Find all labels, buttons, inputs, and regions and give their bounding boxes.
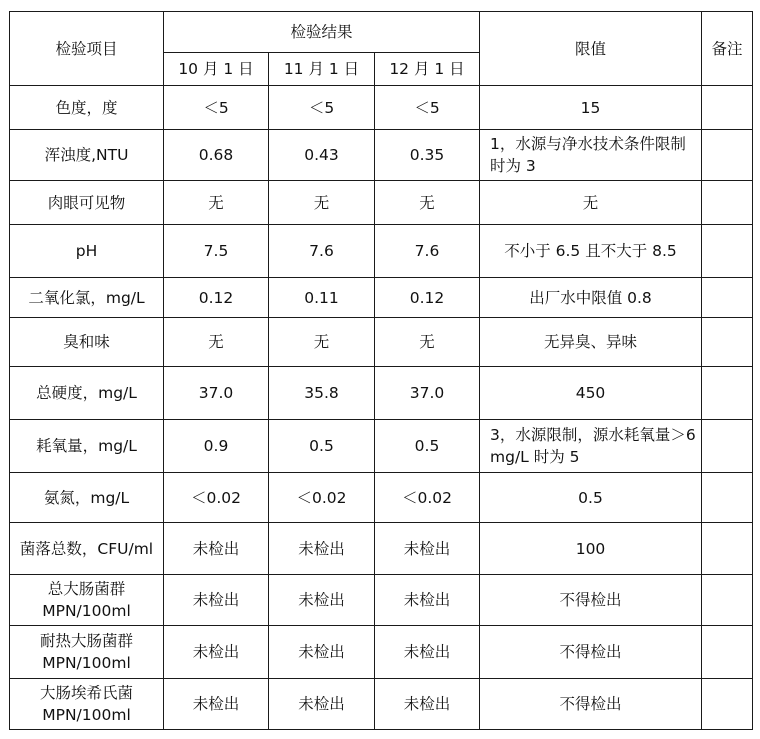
row-value-oct: ＜0.02 xyxy=(164,473,269,523)
row-limit: 不得检出 xyxy=(480,679,702,730)
row-value-dec: 0.35 xyxy=(375,130,480,181)
row-value-dec: ＜5 xyxy=(375,86,480,130)
table-row xyxy=(10,225,753,278)
row-limit: 无 xyxy=(480,181,702,225)
row-value-nov: 7.6 xyxy=(269,225,375,278)
header-remark: 备注 xyxy=(702,12,753,86)
row-item: 臭和味 xyxy=(10,318,164,367)
row-remark xyxy=(702,225,753,278)
row-value-dec: 未检出 xyxy=(375,626,480,679)
row-value-oct: 37.0 xyxy=(164,367,269,420)
row-limit: 不小于 6.5 且不大于 8.5 xyxy=(480,225,702,278)
row-remark xyxy=(702,420,753,473)
row-limit: 出厂水中限值 0.8 xyxy=(480,278,702,318)
row-value-dec: 7.6 xyxy=(375,225,480,278)
row-value-nov: 无 xyxy=(269,181,375,225)
row-limit: 3，水源限制，源水耗氧量＞6 mg/L 时为 5 xyxy=(480,420,702,473)
row-limit: 1，水源与净水技术条件限制时为 3 xyxy=(480,130,702,181)
row-value-nov: 35.8 xyxy=(269,367,375,420)
header-limit: 限值 xyxy=(480,12,702,86)
row-item: 总大肠菌群 MPN/100ml xyxy=(10,575,164,626)
row-remark xyxy=(702,86,753,130)
row-value-nov: 0.5 xyxy=(269,420,375,473)
row-value-dec: ＜0.02 xyxy=(375,473,480,523)
row-value-oct: 0.68 xyxy=(164,130,269,181)
table-row xyxy=(10,523,753,575)
row-value-oct: 无 xyxy=(164,181,269,225)
row-remark xyxy=(702,679,753,730)
table-row xyxy=(10,181,753,225)
header-date-nov: 11 月 1 日 xyxy=(269,53,375,86)
row-item: 二氧化氯，mg/L xyxy=(10,278,164,318)
row-value-dec: 未检出 xyxy=(375,679,480,730)
row-value-nov: 未检出 xyxy=(269,575,375,626)
table-row xyxy=(10,130,753,181)
row-remark xyxy=(702,181,753,225)
row-item: 肉眼可见物 xyxy=(10,181,164,225)
table-row xyxy=(10,278,753,318)
row-item: 色度，度 xyxy=(10,86,164,130)
table-row xyxy=(10,367,753,420)
row-item: 耐热大肠菌群 MPN/100ml xyxy=(10,626,164,679)
row-remark xyxy=(702,278,753,318)
row-limit: 450 xyxy=(480,367,702,420)
row-item: 耗氧量，mg/L xyxy=(10,420,164,473)
row-value-nov: 无 xyxy=(269,318,375,367)
header-date-dec: 12 月 1 日 xyxy=(375,53,480,86)
row-value-dec: 37.0 xyxy=(375,367,480,420)
row-value-nov: 0.11 xyxy=(269,278,375,318)
row-limit: 0.5 xyxy=(480,473,702,523)
row-value-oct: 无 xyxy=(164,318,269,367)
header-results: 检验结果 xyxy=(164,12,480,53)
table-row xyxy=(10,626,753,679)
row-value-oct: 未检出 xyxy=(164,626,269,679)
table-row xyxy=(10,318,753,367)
row-remark xyxy=(702,318,753,367)
row-limit: 不得检出 xyxy=(480,626,702,679)
row-value-oct: 7.5 xyxy=(164,225,269,278)
row-item: 大肠埃希氏菌 MPN/100ml xyxy=(10,679,164,730)
row-value-oct: 0.9 xyxy=(164,420,269,473)
table-row xyxy=(10,679,753,730)
row-value-nov: 未检出 xyxy=(269,523,375,575)
row-item: 氨氮，mg/L xyxy=(10,473,164,523)
row-value-dec: 0.5 xyxy=(375,420,480,473)
row-value-oct: 未检出 xyxy=(164,523,269,575)
row-limit: 不得检出 xyxy=(480,575,702,626)
table-row xyxy=(10,473,753,523)
row-value-nov: 未检出 xyxy=(269,626,375,679)
row-value-dec: 0.12 xyxy=(375,278,480,318)
table-row xyxy=(10,86,753,130)
row-value-nov: ＜0.02 xyxy=(269,473,375,523)
header-date-oct: 10 月 1 日 xyxy=(164,53,269,86)
row-item: 菌落总数，CFU/ml xyxy=(10,523,164,575)
table-row xyxy=(10,575,753,626)
row-remark xyxy=(702,523,753,575)
row-remark xyxy=(702,575,753,626)
row-item: 总硬度，mg/L xyxy=(10,367,164,420)
row-item: pH xyxy=(10,225,164,278)
header-item: 检验项目 xyxy=(10,12,164,86)
row-limit: 15 xyxy=(480,86,702,130)
row-value-nov: ＜5 xyxy=(269,86,375,130)
row-remark xyxy=(702,130,753,181)
row-value-dec: 未检出 xyxy=(375,575,480,626)
row-value-dec: 无 xyxy=(375,181,480,225)
row-remark xyxy=(702,626,753,679)
water-quality-table xyxy=(9,11,753,730)
row-value-oct: 未检出 xyxy=(164,575,269,626)
row-value-dec: 无 xyxy=(375,318,480,367)
row-value-nov: 0.43 xyxy=(269,130,375,181)
row-value-oct: ＜5 xyxy=(164,86,269,130)
row-value-oct: 0.12 xyxy=(164,278,269,318)
row-limit: 100 xyxy=(480,523,702,575)
table-row xyxy=(10,420,753,473)
row-value-nov: 未检出 xyxy=(269,679,375,730)
row-limit: 无异臭、异味 xyxy=(480,318,702,367)
row-item: 浑浊度,NTU xyxy=(10,130,164,181)
row-remark xyxy=(702,367,753,420)
row-remark xyxy=(702,473,753,523)
row-value-oct: 未检出 xyxy=(164,679,269,730)
row-value-dec: 未检出 xyxy=(375,523,480,575)
